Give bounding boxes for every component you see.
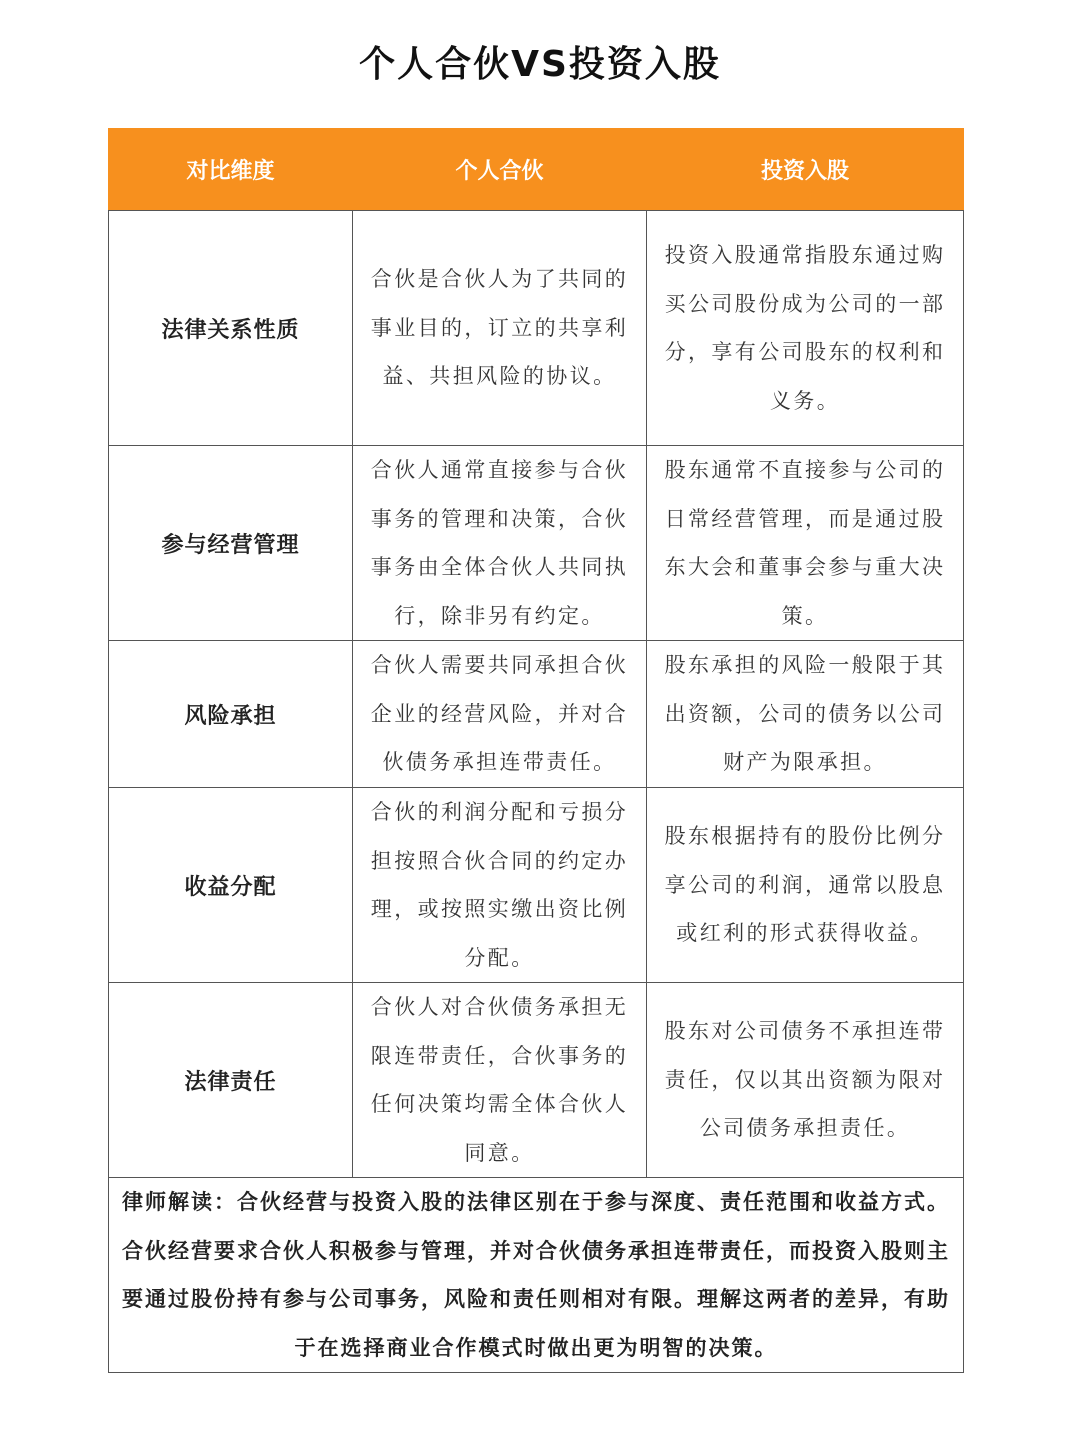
header-dimension: 对比维度 (109, 129, 353, 211)
comparison-table (108, 128, 964, 1373)
table-row (109, 983, 964, 1178)
row-partnership-cell: 合伙人通常直接参与合伙事务的管理和决策，合伙事务由全体合伙人共同执行，除非另有约定。 (353, 446, 647, 641)
row-dimension: 收益分配 (109, 788, 353, 983)
row-partnership-cell: 合伙人需要共同承担合伙企业的经营风险，并对合伙债务承担连带责任。 (353, 641, 647, 788)
table-row (109, 788, 964, 983)
row-dimension: 参与经营管理 (109, 446, 353, 641)
table-row (109, 211, 964, 446)
row-dimension: 法律关系性质 (109, 211, 353, 446)
row-partnership-cell: 合伙的利润分配和亏损分担按照合伙合同的约定办理，或按照实缴出资比例分配。 (353, 788, 647, 983)
row-dimension: 法律责任 (109, 983, 353, 1178)
row-investment-cell: 股东根据持有的股份比例分享公司的利润，通常以股息或红利的形式获得收益。 (647, 788, 964, 983)
row-partnership-cell: 合伙人对合伙债务承担无限连带责任，合伙事务的任何决策均需全体合伙人同意。 (353, 983, 647, 1178)
header-partnership: 个人合伙 (353, 129, 647, 211)
table-row (109, 641, 964, 788)
page-title: 个人合伙VS投资入股 (359, 44, 721, 85)
row-investment-cell: 股东对公司债务不承担连带责任，仅以其出资额为限对公司债务承担责任。 (647, 983, 964, 1178)
row-partnership-cell: 合伙是合伙人为了共同的事业目的，订立的共享利益、共担风险的协议。 (353, 211, 647, 446)
table-row (109, 446, 964, 641)
row-investment-cell: 投资入股通常指股东通过购买公司股份成为公司的一部分，享有公司股东的权利和义务。 (647, 211, 964, 446)
row-investment-cell: 股东承担的风险一般限于其出资额，公司的债务以公司财产为限承担。 (647, 641, 964, 788)
header-investment: 投资入股 (647, 129, 964, 211)
table-header-row (109, 129, 964, 211)
lawyer-note: 律师解读：合伙经营与投资入股的法律区别在于参与深度、责任范围和收益方式。合伙经营要求合伙人积极参与管理，并对合伙债务承担连带责任，而投资入股则主要通过股份持有参与公司事务，风险和责任则相对有限。理解这两者的差异，有助于在选择商业合作模式时做出更为明智的决策。 (109, 1178, 964, 1373)
row-investment-cell: 股东通常不直接参与公司的日常经营管理，而是通过股东大会和董事会参与重大决策。 (647, 446, 964, 641)
lawyer-note-row (109, 1178, 964, 1373)
row-dimension: 风险承担 (109, 641, 353, 788)
